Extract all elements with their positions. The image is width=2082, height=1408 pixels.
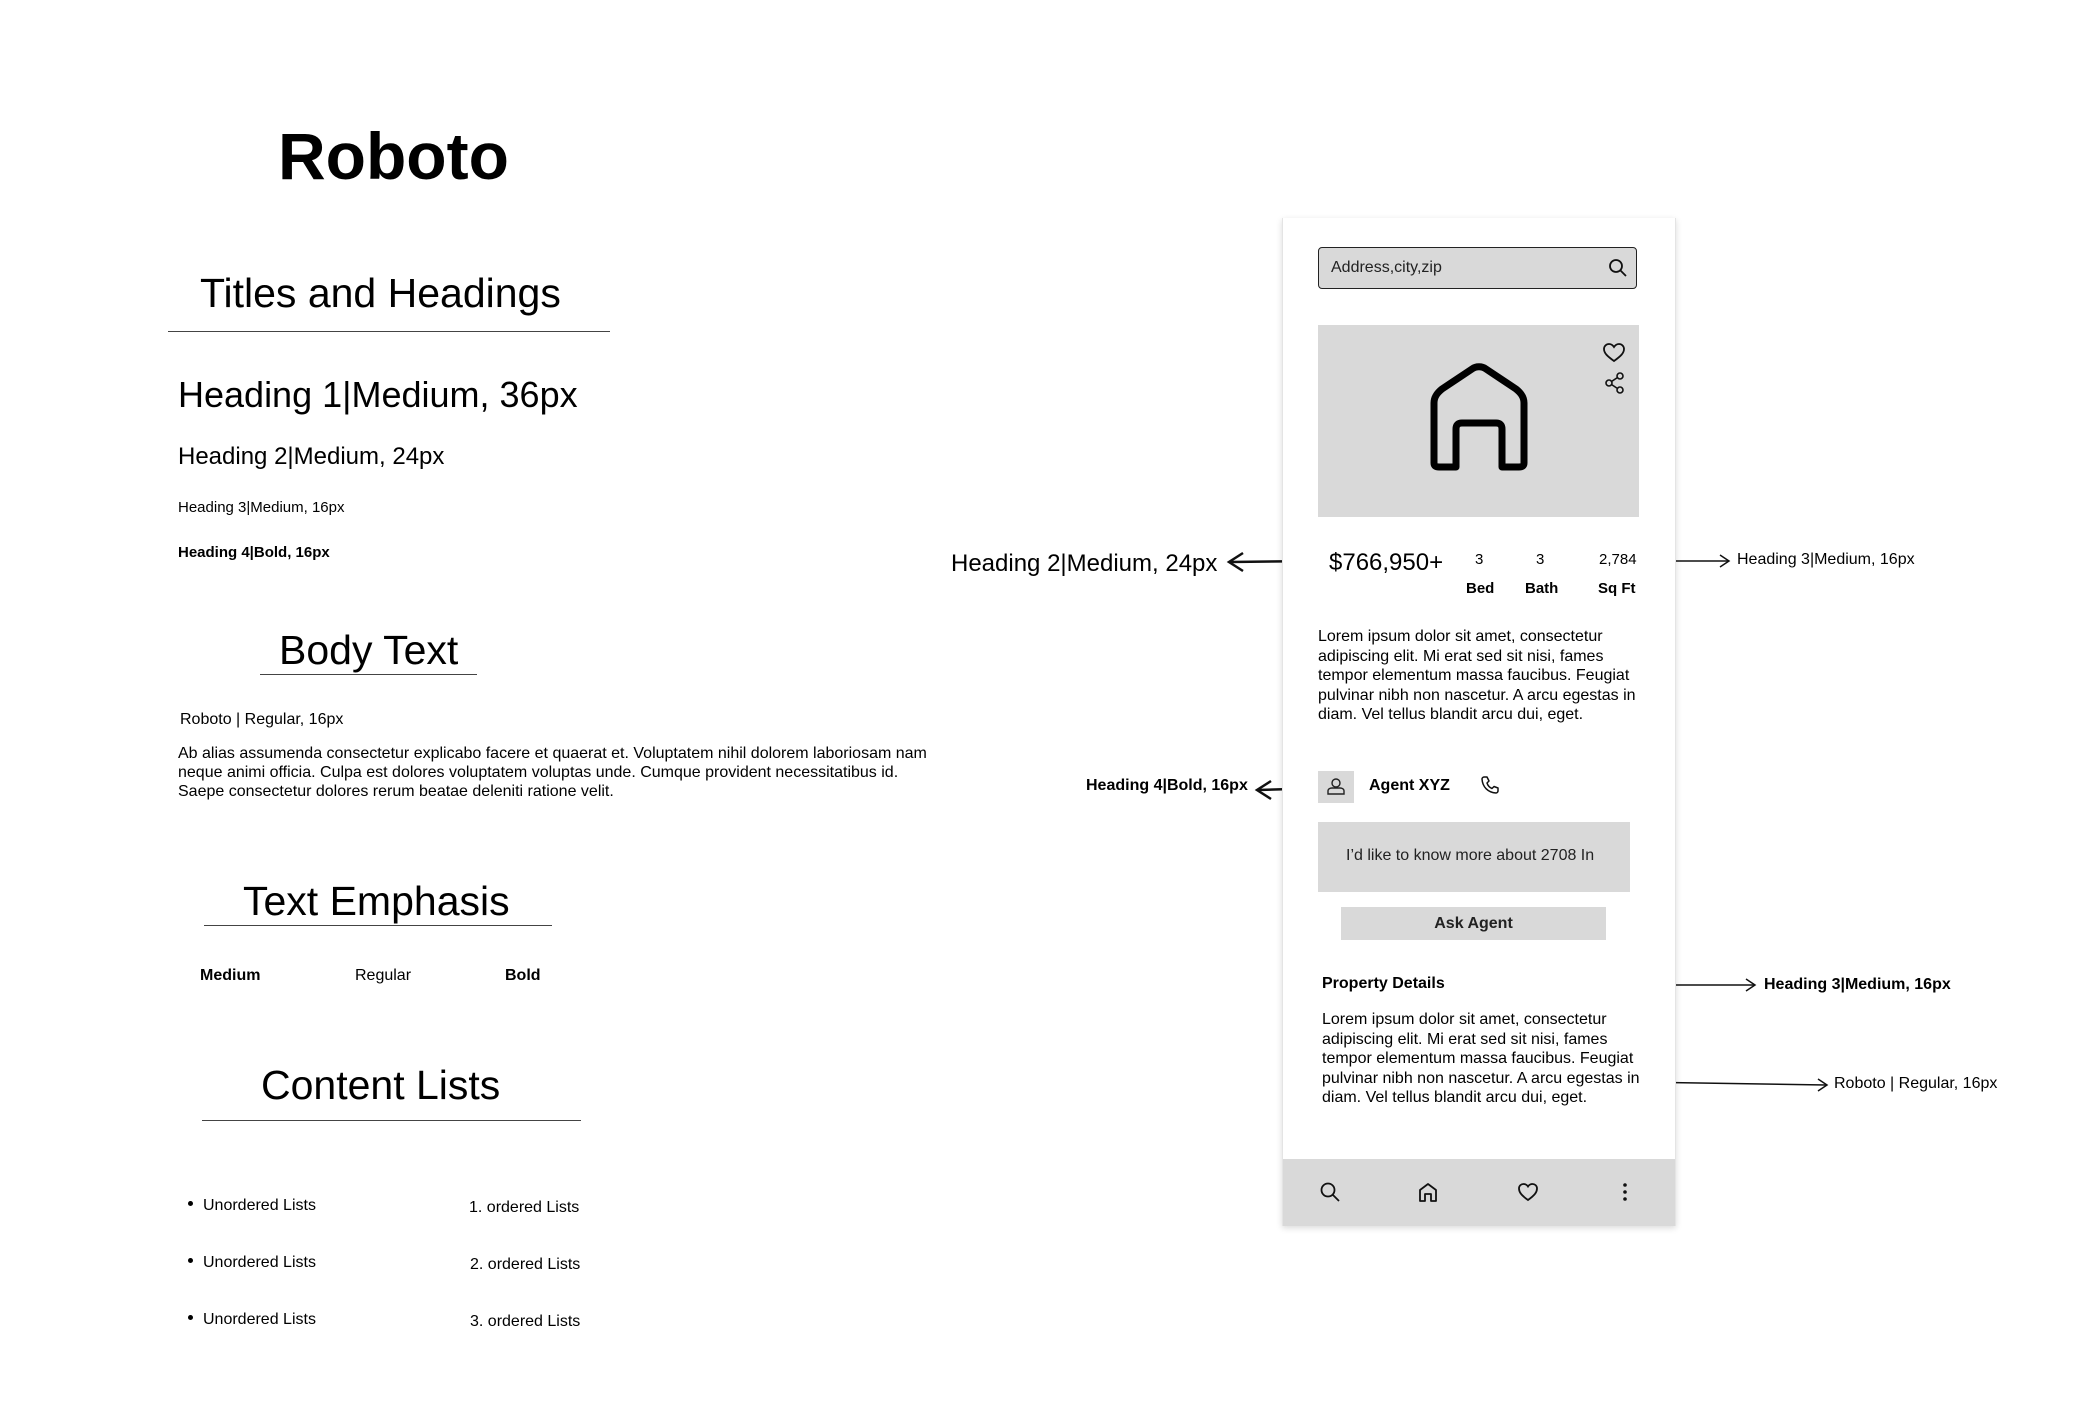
phone-mockup — [1282, 218, 1676, 1226]
bottom-nav — [1283, 1159, 1675, 1226]
message-input[interactable] — [1318, 822, 1630, 892]
emphasis-bold: Bold — [505, 967, 541, 984]
annotation-price: Heading 2|Medium, 24px — [951, 550, 1218, 577]
bullet-icon — [188, 1315, 193, 1320]
nav-heart-icon[interactable] — [1517, 1181, 1539, 1208]
section-divider — [168, 331, 610, 332]
bullet-icon — [188, 1201, 193, 1206]
share-icon[interactable] — [1605, 372, 1625, 399]
font-name-title: Roboto — [278, 119, 509, 193]
bath-count: 3 — [1536, 551, 1545, 568]
sqft-value: 2,784 — [1599, 551, 1637, 568]
annotation-description: Roboto | Regular, 16px — [1834, 1075, 1998, 1092]
heading-3-sample: Heading 3|Medium, 16px — [178, 499, 345, 516]
section-divider — [260, 674, 477, 675]
list-item-text: Unordered Lists — [203, 1311, 316, 1328]
agent-name[interactable]: Agent XYZ — [1369, 777, 1450, 794]
search-icon[interactable] — [1608, 258, 1628, 283]
emphasis-medium: Medium — [200, 967, 261, 984]
search-bar[interactable] — [1318, 247, 1637, 289]
ordered-list-item: 3. ordered Lists — [470, 1313, 581, 1330]
property-image — [1318, 325, 1639, 517]
annotation-details: Heading 3|Medium, 16px — [1764, 976, 1951, 993]
ask-agent-button[interactable]: Ask Agent — [1341, 907, 1606, 940]
section-title-headings: Titles and Headings — [200, 270, 561, 316]
bed-count: 3 — [1475, 551, 1484, 568]
section-divider — [202, 1120, 581, 1121]
section-title-emphasis: Text Emphasis — [243, 878, 510, 924]
nav-search-icon[interactable] — [1319, 1181, 1341, 1208]
annotation-agent: Heading 4|Bold, 16px — [1086, 777, 1248, 794]
phone-icon[interactable] — [1480, 775, 1500, 800]
listing-description: Lorem ipsum dolor sit amet, consectetur adipiscing elit. Mi erat sed sit nisi, fames tempor elementum massa faucibus. Feugiat pulvinar nibh non nascetur. A arcu egestas in diam. Vel tellus blandit arcu dui, eget. — [1318, 628, 1636, 723]
heading-2-sample: Heading 2|Medium, 24px — [178, 443, 445, 470]
message-text[interactable]: I’d like to know more about 2708 In — [1346, 847, 1595, 864]
body-text-label: Roboto | Regular, 16px — [180, 711, 344, 728]
house-icon — [1428, 363, 1530, 476]
body-text-sample: Ab alias assumenda consectetur explicabo facere et quaerat et. Voluptatem nihil dolorem laboriosam nam neque animi officia. Culpa est dolores voluptatem voluptas unde. Cumque provident necessitatibus id. Saepe consectetur dolores rerum beatae deleniti ratione velit. — [178, 745, 927, 800]
sqft-label: Sq Ft — [1598, 580, 1636, 597]
section-title-body: Body Text — [279, 627, 459, 673]
search-input[interactable]: Address,city,zip — [1331, 259, 1442, 276]
nav-home-icon[interactable] — [1417, 1181, 1439, 1208]
property-details-title: Property Details — [1322, 975, 1445, 992]
listing-price: $766,950+ — [1329, 549, 1444, 576]
annotation-stats: Heading 3|Medium, 16px — [1737, 551, 1915, 568]
unordered-list-item — [188, 1254, 316, 1272]
heading-4-sample: Heading 4|Bold, 16px — [178, 544, 330, 561]
list-item-text: Unordered Lists — [203, 1254, 316, 1271]
list-item-text: Unordered Lists — [203, 1197, 316, 1214]
bullet-icon — [188, 1258, 193, 1263]
unordered-list-item — [188, 1197, 316, 1215]
bath-label: Bath — [1525, 580, 1559, 597]
nav-more-vertical-icon[interactable] — [1620, 1181, 1630, 1208]
section-divider — [204, 925, 552, 926]
bed-label: Bed — [1466, 580, 1495, 597]
heading-1-sample: Heading 1|Medium, 36px — [178, 374, 578, 415]
section-title-lists: Content Lists — [261, 1062, 501, 1108]
unordered-list-item — [188, 1311, 316, 1329]
property-details-text: Lorem ipsum dolor sit amet, consectetur adipiscing elit. Mi erat sed sit nisi, fames tempor elementum massa faucibus. Feugiat pulvinar nibh non nascetur. A arcu egestas in diam. Vel tellus blandit arcu dui, eget. — [1322, 1011, 1640, 1106]
agent-avatar[interactable] — [1318, 771, 1354, 803]
emphasis-regular: Regular — [355, 967, 412, 984]
ordered-list-item: 2. ordered Lists — [470, 1256, 581, 1273]
ordered-list-item: 1. ordered Lists — [469, 1199, 580, 1216]
heart-icon[interactable] — [1603, 343, 1625, 368]
